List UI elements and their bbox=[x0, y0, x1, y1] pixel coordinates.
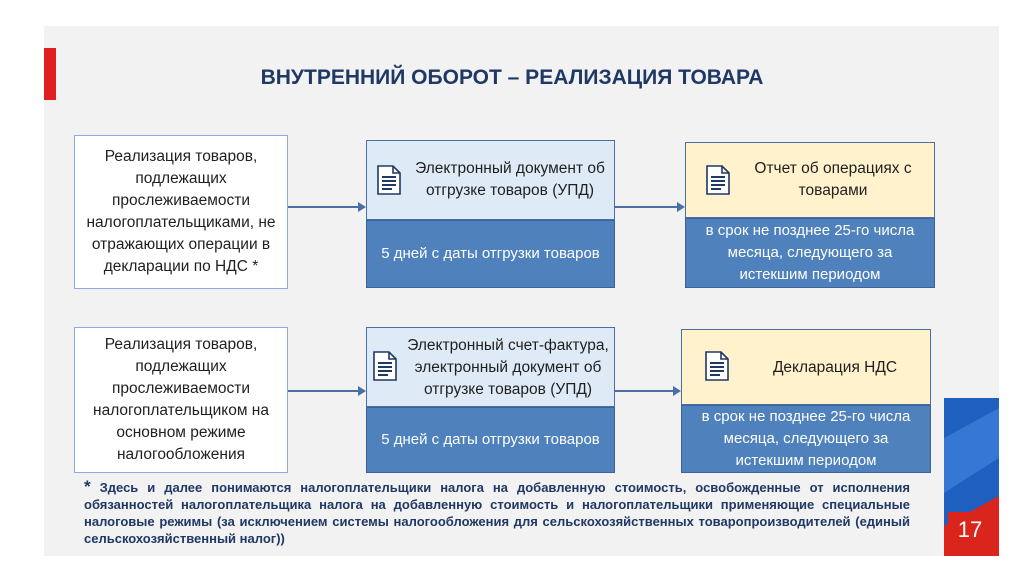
row1-source-text: Реализация товаров, подлежащих прослеживаемости налогоплательщиками, не отражающих операции в декларации по НДС * bbox=[86, 148, 276, 275]
slide-background bbox=[44, 26, 999, 556]
row2-doc2-deadline: в срок не позднее 25-го числа месяца, следующего за истекшим периодом bbox=[681, 405, 931, 473]
row2-arrow-1 bbox=[288, 384, 368, 398]
footnote-marker: * bbox=[84, 477, 91, 496]
row1-arrow-1 bbox=[288, 200, 368, 214]
row1-arrow-2 bbox=[615, 200, 687, 214]
document-icon bbox=[706, 165, 730, 195]
document-icon bbox=[373, 351, 397, 381]
row1-doc1-deadline: 5 дней с даты отгрузки товаров bbox=[366, 220, 615, 288]
row1-source-box bbox=[74, 135, 288, 289]
row2-arrow-2 bbox=[615, 384, 683, 398]
row2-doc2-title: Декларация НДС bbox=[772, 359, 898, 376]
row2-doc1-deadline: 5 дней с даты отгрузки товаров bbox=[366, 407, 615, 473]
footnote-text: Здесь и далее понимаются налогоплательщики налога на добавленную стоимость, освобожденные от исполнения обязанностей налогоплательщика налога на добавленную стоимость и налогоплательщики применяющие специальные налоговые режимы (за исключением системы налогообложения для сельскохозяйственных товаропроизводителей (единый сельскохозяйственный налог)) bbox=[84, 480, 910, 546]
row1-doc2-title: Отчет об операциях с товарами bbox=[754, 160, 912, 199]
document-icon bbox=[377, 165, 401, 195]
page-number: 17 bbox=[948, 512, 992, 548]
slide-title: ВНУТРЕННИЙ ОБОРОТ – РЕАЛИЗАЦИЯ ТОВАРА bbox=[260, 66, 764, 89]
row1-doc2-deadline: в срок не позднее 25-го числа месяца, следующего за истекшим периодом bbox=[685, 218, 935, 288]
row2-source-text: Реализация товаров, подлежащих прослеживаемости налогоплательщиком на основном режиме налогообложения bbox=[93, 336, 269, 463]
row2-doc1-title: Электронный счет-фактура, электронный документ об отгрузке товаров (УПД) bbox=[407, 337, 609, 398]
row2-source-box bbox=[74, 327, 288, 473]
row1-doc1-title: Электронный документ об отгрузке товаров (УПД) bbox=[415, 160, 605, 199]
document-icon bbox=[705, 351, 729, 381]
footnote bbox=[84, 478, 910, 547]
